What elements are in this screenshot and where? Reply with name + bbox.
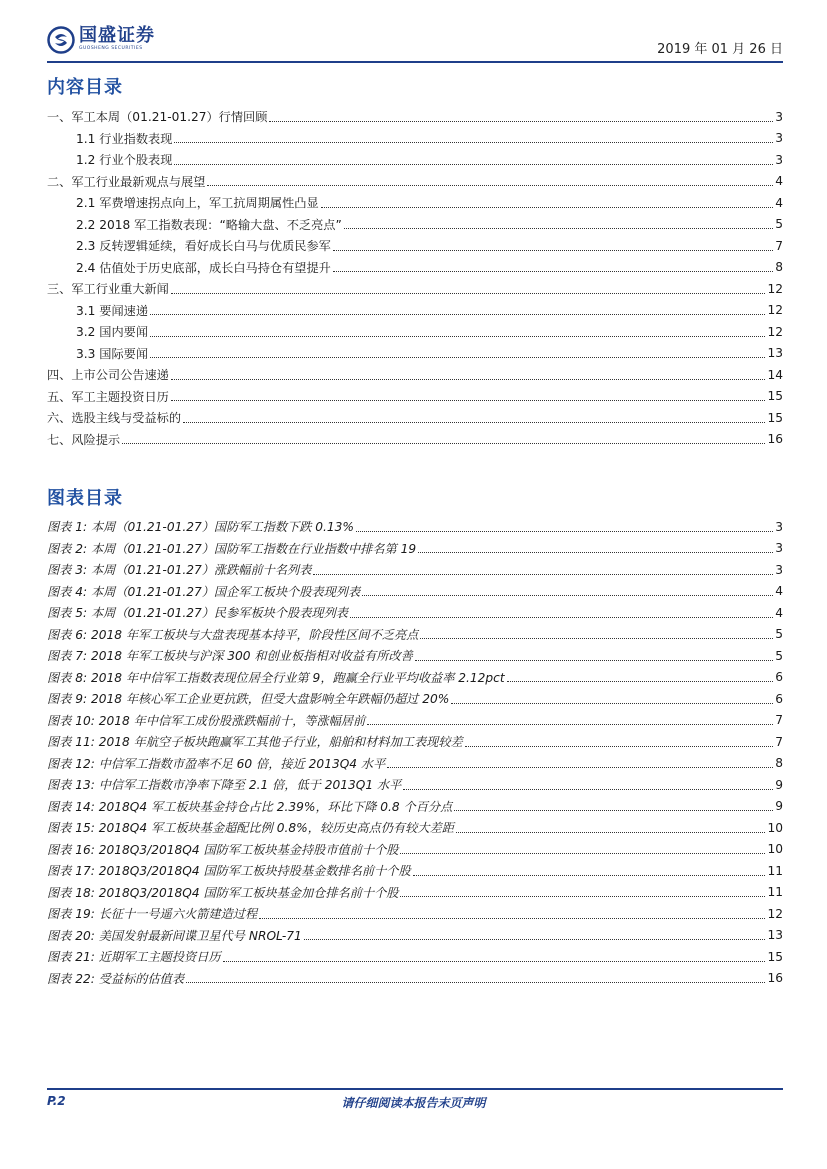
toc-entry[interactable]	[47, 278, 783, 300]
dot-leader	[350, 616, 773, 618]
dot-leader	[418, 551, 773, 553]
toc-entry[interactable]	[47, 343, 783, 365]
entry-page: 4	[775, 174, 783, 189]
toc-entry[interactable]	[47, 149, 783, 171]
entry-label: 图表 22: 受益标的估值表	[47, 971, 185, 986]
logo-subtitle: GUOSHENG SECURITIES	[79, 46, 143, 51]
figure-entry[interactable]	[47, 946, 783, 968]
entry-label: 图表 4: 本周（01.21-01.27）国企军工板块个股表现列表	[47, 584, 361, 599]
dot-leader	[356, 530, 773, 532]
entry-page: 5	[775, 627, 783, 642]
entry-label: 3.2 国内要闻	[76, 325, 149, 340]
dot-leader	[403, 788, 773, 790]
figure-entry[interactable]	[47, 839, 783, 861]
entry-label: 图表 3: 本周（01.21-01.27）涨跌幅前十名列表	[47, 563, 312, 578]
figure-entry[interactable]	[47, 645, 783, 667]
entry-page: 8	[775, 260, 783, 275]
dot-leader	[400, 852, 765, 854]
figure-entry[interactable]	[47, 516, 783, 538]
entry-label: 图表 11: 2018 年航空子板块跑赢军工其他子行业，船舶和材料加工表现较差	[47, 735, 463, 750]
entry-page: 4	[775, 195, 783, 210]
figure-entry[interactable]	[47, 710, 783, 732]
entry-page: 12	[767, 303, 783, 318]
toc-list	[47, 106, 783, 450]
figure-entry[interactable]	[47, 817, 783, 839]
entry-label: 图表 10: 2018 年中信军工成份股涨跌幅前十，等涨幅居前	[47, 713, 366, 728]
entry-label: 图表 18: 2018Q3/2018Q4 国防军工板块基金加仓排名前十个股	[47, 885, 399, 900]
dot-leader	[174, 141, 773, 143]
entry-page: 11	[767, 863, 783, 878]
entry-label: 图表 12: 中信军工指数市盈率不足 60 倍，接近 2013Q4 水平	[47, 756, 386, 771]
figure-entry[interactable]	[47, 796, 783, 818]
toc-heading: 内容目录	[47, 77, 123, 98]
dot-leader	[174, 163, 773, 165]
entry-label: 图表 9: 2018 年核心军工企业更抗跌，但受大盘影响全年跌幅仍超过 20%	[47, 692, 450, 707]
toc-entry[interactable]	[47, 429, 783, 451]
entry-label: 图表 2: 本周（01.21-01.27）国防军工指数在行业指数中排名第 19	[47, 541, 417, 556]
entry-label: 图表 20: 美国发射最新间谍卫星代号 NROL-71	[47, 928, 302, 943]
entry-label: 图表 19: 长征十一号遥六火箭建造过程	[47, 907, 258, 922]
entry-label: 图表 1: 本周（01.21-01.27）国防军工指数下跌 0.13%	[47, 520, 355, 535]
disclaimer-note: 请仔细阅读本报告末页声明	[341, 1096, 486, 1110]
figure-entry[interactable]	[47, 968, 783, 990]
footer-divider	[47, 1088, 783, 1090]
entry-label: 图表 8: 2018 年中信军工指数表现位居全行业第 9，跑赢全行业平均收益率 2.12pct	[47, 670, 505, 685]
page-number: P.2	[47, 1094, 66, 1108]
entry-page: 7	[775, 238, 783, 253]
entry-label: 图表 21: 近期军工主题投资日历	[47, 950, 221, 965]
logo-name: 国盛证券	[79, 25, 155, 46]
dot-leader	[171, 378, 766, 380]
dot-leader	[456, 831, 766, 833]
dot-leader	[454, 809, 773, 811]
entry-page: 14	[767, 367, 783, 382]
dot-leader	[183, 421, 765, 423]
header-divider	[47, 61, 783, 63]
entry-label: 2.1 军费增速拐点向上，军工抗周期属性凸显	[76, 196, 319, 211]
figure-entry[interactable]	[47, 624, 783, 646]
entry-page: 15	[767, 949, 783, 964]
dot-leader	[171, 399, 766, 401]
entry-label: 图表 17: 2018Q3/2018Q4 国防军工板块持股基金数排名前十个股	[47, 864, 411, 879]
dot-leader	[171, 292, 766, 294]
toc-entry[interactable]	[47, 321, 783, 343]
entry-label: 3.3 国际要闻	[76, 346, 149, 361]
figure-entry[interactable]	[47, 688, 783, 710]
entry-label: 3.1 要闻速递	[76, 303, 149, 318]
toc-entry[interactable]	[47, 257, 783, 279]
toc-entry[interactable]	[47, 407, 783, 429]
dot-leader	[400, 895, 765, 897]
dot-leader	[207, 184, 773, 186]
toc-entry[interactable]	[47, 386, 783, 408]
dot-leader	[333, 249, 773, 251]
toc-entry[interactable]	[47, 364, 783, 386]
entry-label: 1.2 行业个股表现	[76, 153, 173, 168]
entry-label: 三、军工行业重大新闻	[47, 282, 169, 297]
entry-page: 3	[775, 519, 783, 534]
entry-page: 3	[775, 109, 783, 124]
figures-list	[47, 516, 783, 989]
figure-entry[interactable]	[47, 602, 783, 624]
page-header	[47, 22, 783, 62]
dot-leader	[223, 960, 766, 962]
entry-page: 10	[767, 842, 783, 857]
entry-page: 13	[767, 346, 783, 361]
entry-page: 7	[775, 713, 783, 728]
figure-entry[interactable]	[47, 860, 783, 882]
entry-page: 3	[775, 541, 783, 556]
entry-page: 8	[775, 756, 783, 771]
entry-label: 四、上市公司公告速递	[47, 368, 169, 383]
dot-leader	[333, 270, 773, 272]
entry-label: 图表 15: 2018Q4 军工板块基金超配比例 0.8%，较历史高点仍有较大差距	[47, 821, 454, 836]
toc-entry[interactable]	[47, 192, 783, 214]
dot-leader	[387, 766, 773, 768]
entry-page: 12	[767, 906, 783, 921]
entry-label: 图表 13: 中信军工指数市净率下降至 2.1 倍，低于 2013Q1 水平	[47, 778, 402, 793]
entry-page: 6	[775, 670, 783, 685]
toc-entry[interactable]	[47, 128, 783, 150]
dot-leader	[367, 723, 773, 725]
dot-leader	[420, 637, 773, 639]
entry-page: 3	[775, 562, 783, 577]
entry-label: 2.3 反转逻辑延续，看好成长白马与优质民参军	[76, 239, 331, 254]
figure-entry[interactable]	[47, 581, 783, 603]
figure-entry[interactable]	[47, 774, 783, 796]
entry-label: 图表 6: 2018 年军工板块与大盘表现基本持平，阶段性区间不乏亮点	[47, 627, 419, 642]
toc-entry[interactable]	[47, 214, 783, 236]
entry-label: 2.2 2018 军工指数表现：“略输大盘、不乏亮点”	[76, 217, 342, 232]
entry-label: 五、军工主题投资日历	[47, 389, 169, 404]
dot-leader	[415, 659, 773, 661]
entry-page: 11	[767, 885, 783, 900]
dot-leader	[362, 594, 773, 596]
entry-page: 16	[767, 432, 783, 447]
entry-page: 12	[767, 324, 783, 339]
entry-page: 4	[775, 605, 783, 620]
entry-page: 3	[775, 131, 783, 146]
figure-entry[interactable]	[47, 731, 783, 753]
dot-leader	[269, 120, 773, 122]
company-logo	[47, 26, 155, 58]
dot-leader	[150, 356, 765, 358]
figure-entry[interactable]	[47, 925, 783, 947]
figures-heading: 图表目录	[47, 488, 123, 509]
entry-label: 图表 7: 2018 年军工板块与沪深 300 和创业板指相对收益有所改善	[47, 649, 413, 664]
figure-entry[interactable]	[47, 882, 783, 904]
entry-page: 13	[767, 928, 783, 943]
entry-label: 1.1 行业指数表现	[76, 131, 173, 146]
figure-entry[interactable]	[47, 753, 783, 775]
dot-leader	[313, 573, 773, 575]
entry-page: 7	[775, 734, 783, 749]
dot-leader	[186, 981, 765, 983]
entry-page: 15	[767, 410, 783, 425]
dot-leader	[259, 917, 765, 919]
dot-leader	[344, 227, 773, 229]
toc-entry[interactable]	[47, 235, 783, 257]
entry-label: 一、军工本周（01.21-01.27）行情回顾	[47, 110, 268, 125]
entry-label: 二、军工行业最新观点与展望	[47, 174, 206, 189]
dot-leader	[507, 680, 774, 682]
entry-page: 3	[775, 152, 783, 167]
entry-page: 9	[775, 799, 783, 814]
dot-leader	[304, 938, 766, 940]
toc-entry[interactable]	[47, 171, 783, 193]
figure-entry[interactable]	[47, 903, 783, 925]
dot-leader	[451, 702, 773, 704]
entry-label: 六、选股主线与受益标的	[47, 411, 182, 426]
logo-mark-icon	[47, 26, 75, 54]
entry-label: 图表 16: 2018Q3/2018Q4 国防军工板块基金持股市值前十个股	[47, 842, 399, 857]
entry-page: 5	[775, 217, 783, 232]
toc-entry[interactable]	[47, 300, 783, 322]
entry-page: 10	[767, 820, 783, 835]
entry-label: 图表 14: 2018Q4 军工板块基金持仓占比 2.39%，环比下降 0.8 个百分点	[47, 799, 453, 814]
entry-label: 2.4 估值处于历史底部，成长白马持仓有望提升	[76, 260, 331, 275]
figure-entry[interactable]	[47, 538, 783, 560]
entry-page: 9	[775, 777, 783, 792]
entry-label: 图表 5: 本周（01.21-01.27）民参军板块个股表现列表	[47, 606, 348, 621]
dot-leader	[150, 335, 765, 337]
dot-leader	[413, 874, 766, 876]
dot-leader	[465, 745, 774, 747]
entry-page: 4	[775, 584, 783, 599]
entry-page: 5	[775, 648, 783, 663]
dot-leader	[321, 206, 774, 208]
entry-page: 15	[767, 389, 783, 404]
toc-entry[interactable]	[47, 106, 783, 128]
report-date: 2019 年 01 月 26 日	[657, 42, 783, 57]
entry-label: 七、风险提示	[47, 432, 121, 447]
dot-leader	[150, 313, 765, 315]
entry-page: 16	[767, 971, 783, 986]
figure-entry[interactable]	[47, 559, 783, 581]
figure-entry[interactable]	[47, 667, 783, 689]
dot-leader	[122, 442, 765, 444]
entry-page: 6	[775, 691, 783, 706]
entry-page: 12	[767, 281, 783, 296]
